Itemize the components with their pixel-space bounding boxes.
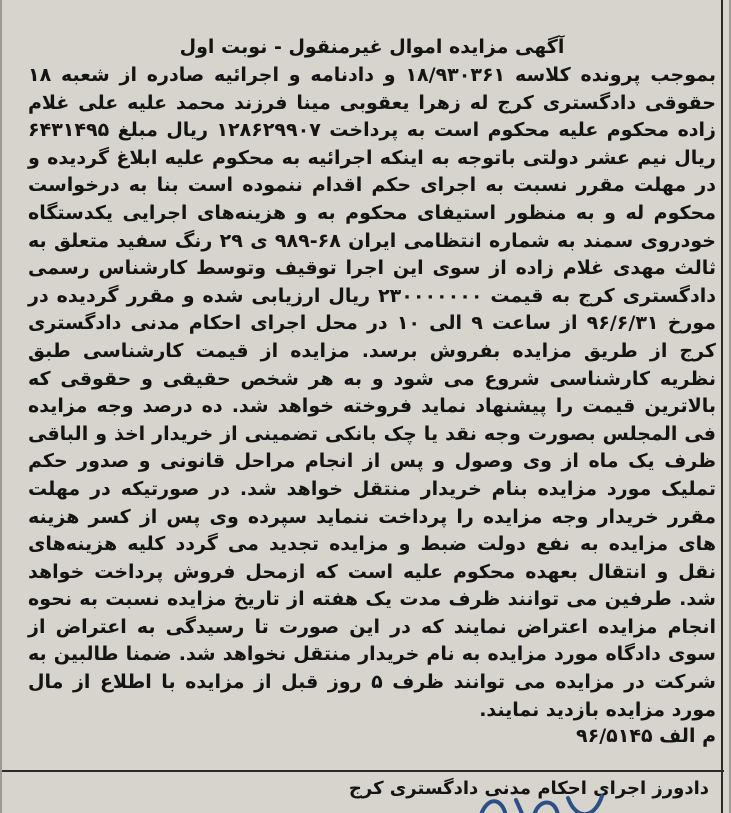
notice-title: آگهی مزایده اموال غیرمنقول - نوبت اول [179, 36, 565, 58]
column-rule-right [721, 0, 723, 813]
signature-line: دادورز اجرای احکام مدنی دادگستری کرج [348, 778, 709, 799]
notice-body: بموجب پرونده کلاسه ۱۸/۹۳۰۳۶۱ و دادنامه و اجرائیه صادره از شعبه ۱۸ حقوقی دادگستری کرج له زهرا یعقوبی مینا فرزند محمد علیه علی غلام زاده محکوم علیه محکوم است به پرداخت ۱۲۸۶۲۹۹۰۷ ریال مبلغ ۶۴۳۱۴۹۵ ریال نیم عشر دولتی باتوجه به اینکه اجرائیه به محکوم علیه ابلاغ گردیده و در مهلت مقرر نسبت به اجرای حکم اقدام ننموده است بنا به درخواست محکوم له و به منظور استیفای محکوم به و هزینه‌های اجرایی یکدستگاه خودروی سمند به شماره انتظامی ایران ۶۸-۹۸۹ ی ۲۹ رنگ سفید متعلق به ثالث مهدی غلام زاده از سوی این اجرا توقیف وتوسط کارشناس رسمی دادگستری کرج به قیمت ۲۳۰۰۰۰۰۰۰ ریال ارزیابی شده و مقرر گردیده در مورخ ۹۶/۶/۳۱ از ساعت ۹ الی ۱۰ در محل اجرای احکام مدنی دادگستری کرج از طریق مزایده بفروش برسد. مزایده از قیمت کارشناسی طبق نظریه کارشناسی شروع می شود و به هر شخص حقیقی و حقوقی که بالاترین قیمت را پیشنهاد نماید فروخته خواهد شد. ده درصد وجه مزایده فی المجلس بصورت وجه نقد یا چک بانکی تضمینی از خریدار اخذ و الباقی ظرف یک ماه از وی وصول و پس از انجام مراحل قانونی و صدور حکم تملیک مورد مزایده بنام خریدار منتقل خواهد شد. در صورتیکه در مهلت مقرر خریدار وجه مزایده را پرداخت ننماید سپرده وی پس از کسر هزینه های مزایده به نفع دولت ضبط و مزایده تجدید می گردد کلیه هزینه‌های نقل و انتقال بعهده محکوم علیه است که ازمحل فروش پرداخت خواهد شد. طرفین می توانند ظرف مدت یک هفته از تاریخ مزایده نسبت به نحوه انجام مزایده اعتراض نمایند که در این صورت تا رسیدگی به اعتراض از سوی دادگاه مورد مزایده به نام خریدار منتقل نخواهد شد. ضمنا طالبین به شرکت در مزایده می توانند ظرف ۵ روز قبل از مزایده با اطلاع از مال مورد مزایده بازدید نمایند. [28, 64, 716, 721]
auction-notice [28, 36, 716, 749]
reference-number: م الف ۹۶/۵۱۴۵ [576, 725, 716, 748]
newspaper-clipping [2, 0, 729, 813]
column-rule-bottom [2, 770, 724, 772]
